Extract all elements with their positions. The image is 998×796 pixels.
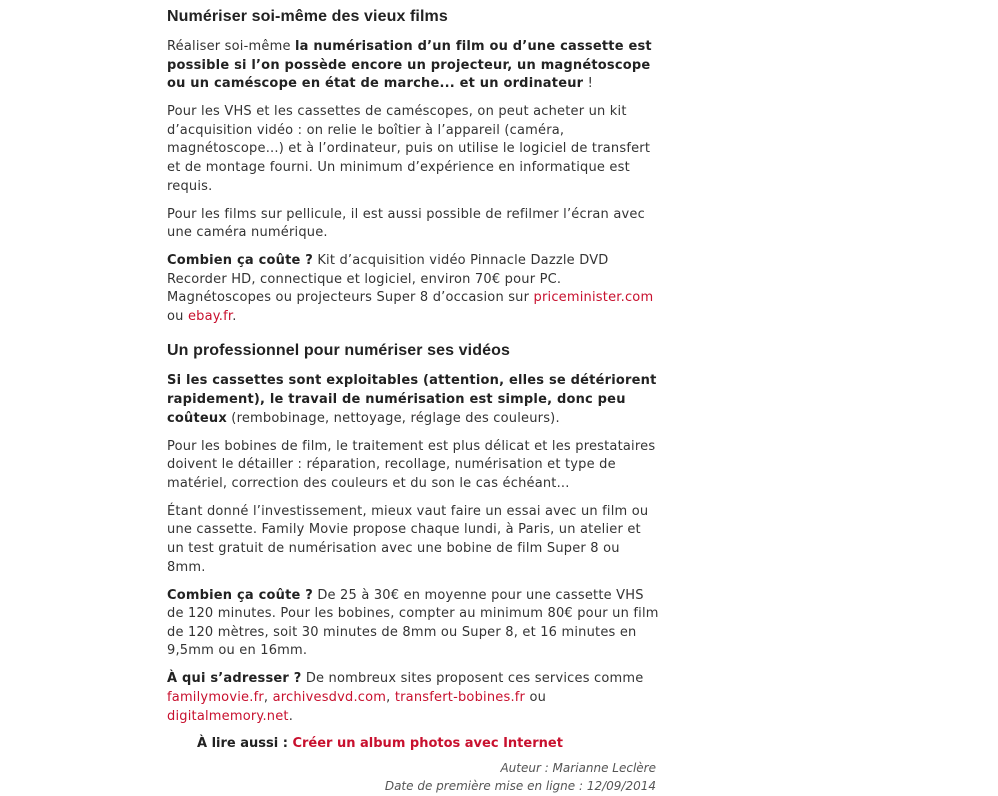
intro-text: Réaliser soi-même [167,39,295,54]
intro-bold: la numérisation d’un film ou d’une cassette est possible si l’on possède encore un projecteur, un magnétoscope ou un caméscope en état de marche... et un ordinateur [167,39,652,92]
cost-end: . [232,308,237,324]
paragraph-pro-intro [167,372,659,428]
link-digitalmemory[interactable]: digitalmemory.net [167,708,289,724]
contacts-label: À qui s’adresser ? [167,671,302,687]
contacts-end: . [288,708,294,724]
contacts-sep-1: , [263,689,273,705]
section-title-pro: Un professionnel pour numériser ses vidéos [167,342,510,360]
paragraph-diy-intro [167,38,659,94]
link-priceminister[interactable]: priceminister.com [533,290,654,306]
pro-intro-text: (rembobinage, nettoyage, réglage des couleurs). [226,410,560,426]
paragraph-contacts [167,670,659,726]
see-also-link[interactable]: Créer un album photos avec Internet [292,735,563,751]
author: Auteur : Marianne Leclère [500,760,656,775]
paragraph-pro-cost [167,587,659,661]
link-transfert-bobines[interactable]: transfert-bobines.fr [394,689,526,705]
cost-label: Combien ça coûte ? [167,253,313,269]
see-also [197,736,659,751]
cost-or: ou [167,308,188,324]
article-body [167,6,659,796]
paragraph-trial: Étant donné l’investissement, mieux vaut faire un essai avec un film ou une cassette. Family Movie propose chaque lundi, à Paris, un atelier et un test gratuit de numérisation avec une bobine de film Super 8 ou 8mm. [167,503,649,575]
link-familymovie[interactable]: familymovie.fr [167,689,264,705]
paragraph-diy-cost [167,252,659,326]
pro-intro-bold: Si les cassettes sont exploitables (attention, elles se détériorent rapidement), le travail de numérisation est simple, donc peu coûteux [167,373,657,426]
section-title-diy: Numériser soi-même des vieux films [167,8,448,25]
contacts-sep-3: ou [525,689,547,705]
link-ebay[interactable]: ebay.fr [187,308,233,324]
publish-date: Date de première mise en ligne : 12/09/2014 [384,779,656,794]
pro-cost-text: De 25 à 30€ en moyenne pour une cassette VHS de 120 minutes. Pour les bobines, compter au minimum 80€ pour un film de 120 mètres, soit 30 minutes de 8mm ou Super 8, et 16 minutes en 9,5mm ou en 16mm. [167,587,659,659]
paragraph-vhs-kit: Pour les VHS et les cassettes de caméscopes, on peut acheter un kit d’acquisition vidéo : on relie le boîtier à l’appareil (caméra, magnétoscope...) et à l’ordinateur, puis on utilise le logiciel de transfert et de montage fourni. Un minimum d’expérience en informatique est requis. [167,104,651,194]
contacts-sep-2: , [386,689,395,705]
see-also-label: À lire aussi : [197,735,293,751]
paragraph-film-reel: Pour les films sur pellicule, il est aussi possible de refilmer l’écran avec une caméra numérique. [167,206,645,241]
pro-cost-label: Combien ça coûte ? [167,587,313,603]
link-archivesdvd[interactable]: archivesdvd.com [272,689,387,705]
paragraph-reels: Pour les bobines de film, le traitement est plus délicat et les prestataires doivent le détailler : réparation, recollage, numérisation et type de matériel, correction des couleurs et du son le cas échéant... [167,438,656,491]
contacts-text: De nombreux sites proposent ces services comme [301,671,644,687]
cost-text: Kit d’acquisition vidéo Pinnacle Dazzle DVD Recorder HD, connectique et logiciel, environ 70€ pour PC. Magnétoscopes ou projecteurs Super 8 d’occasion sur [167,253,609,306]
intro-end: ! [583,76,594,92]
